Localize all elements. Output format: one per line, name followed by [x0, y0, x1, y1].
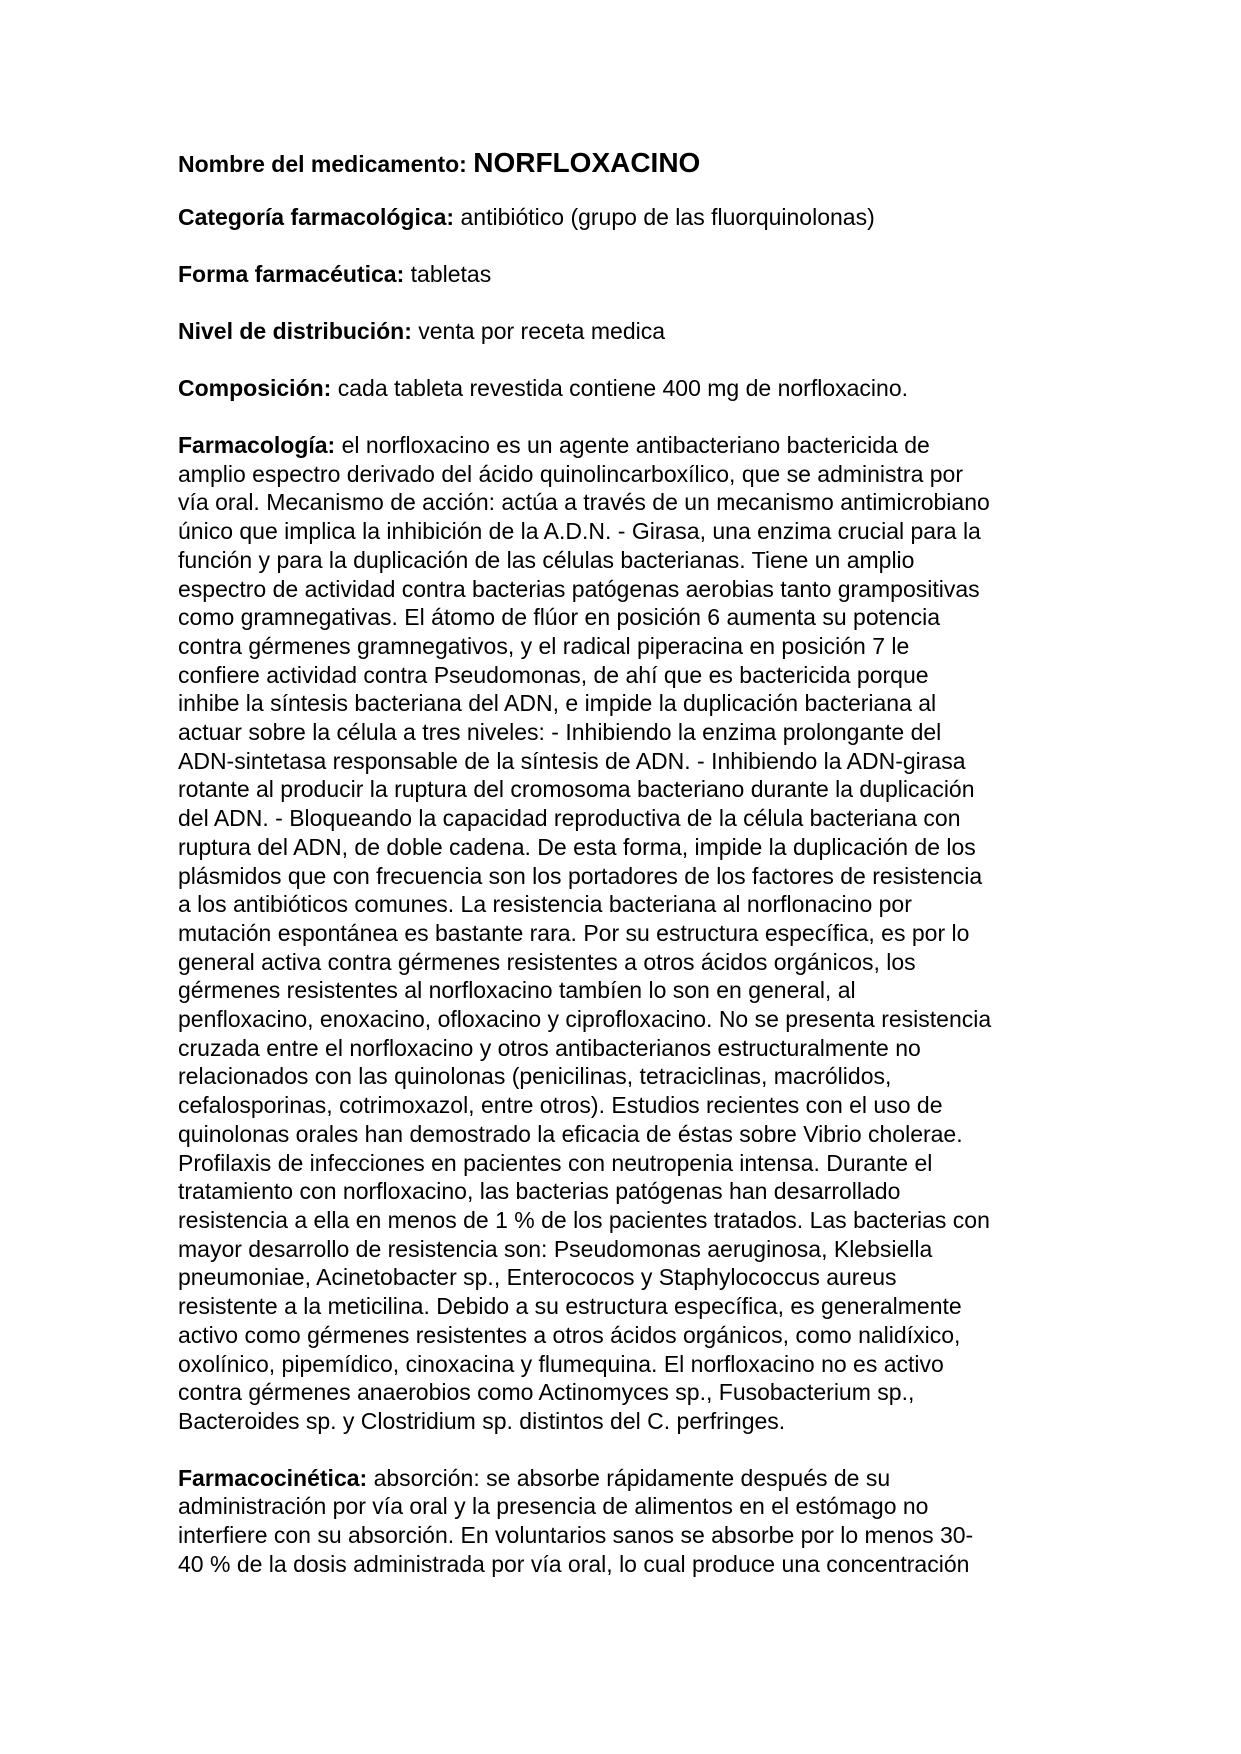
text-line: pneumoniae, Acinetobacter sp., Enterococos y Staphylococcus aureus	[178, 1264, 897, 1291]
text-line: a los antibióticos comunes. La resistencia bacteriana al norflonacino por	[178, 891, 912, 918]
text-line: relacionados con las quinolonas (penicilinas, tetraciclinas, macrólidos,	[178, 1063, 892, 1090]
text-line: cefalosporinas, cotrimoxazol, entre otros). Estudios recientes con el uso de	[178, 1092, 943, 1119]
field-value: venta por receta medica	[418, 318, 666, 344]
text-line: administración por vía oral y la presencia de alimentos en el estómago no	[178, 1493, 929, 1520]
text-line: inhibe la síntesis bacteriana del ADN, e impide la duplicación bacteriana al	[178, 690, 937, 717]
text-line: ADN-sintetasa responsable de la síntesis de ADN. - Inhibiendo la ADN-girasa	[178, 747, 966, 774]
text-line: rotante al producir la ruptura del cromosoma bacteriano durante la duplicación	[178, 776, 975, 803]
text-line: oxolínico, pipemídico, cinoxacina y flumequina. El norfloxacino no es activo	[178, 1350, 944, 1377]
text-line: contra gérmenes gramnegativos, y el radical piperacina en posición 7 le	[178, 632, 910, 659]
field-label: Composición:	[178, 375, 332, 401]
field-composicion	[178, 374, 1078, 403]
text-line: como gramnegativas. El átomo de flúor en posición 6 aumenta su potencia	[178, 604, 940, 631]
section-label: Farmacocinética:	[178, 1464, 368, 1491]
text-line: único que implica la inhibición de la A.D.N. - Girasa, una enzima crucial para la	[178, 518, 981, 545]
text-line: contra gérmenes anaerobios como Actinomyces sp., Fusobacterium sp.,	[178, 1379, 915, 1406]
field-nivel	[178, 317, 1078, 346]
text-line: vía oral. Mecanismo de acción: actúa a través de un mecanismo antimicrobiano	[178, 489, 990, 516]
text-line: gérmenes resistentes al norfloxacino tambíen lo son en general, al	[178, 977, 856, 1004]
drug-name-heading	[178, 148, 1078, 179]
text-line: espectro de actividad contra bacterias patógenas aerobias tanto grampositivas	[178, 575, 980, 602]
text-line: actuar sobre la célula a tres niveles: - Inhibiendo la enzima prolongante del	[178, 719, 942, 746]
text-line: quinolonas orales han demostrado la eficacia de éstas sobre Vibrio cholerae.	[178, 1120, 963, 1147]
section-label: Farmacología:	[178, 432, 336, 458]
field-label: Nivel de distribución:	[178, 318, 412, 344]
drug-name-value: NORFLOXACINO	[473, 147, 701, 178]
farmacologia-section	[178, 431, 1078, 1436]
text-line: del ADN. - Bloqueando la capacidad reproductiva de la célula bacteriana con	[178, 805, 961, 832]
text-line: amplio espectro derivado del ácido quinolincarboxílico, que se administra por	[178, 460, 963, 487]
text-line: mutación espontánea es bastante rara. Por su estructura específica, es por lo	[178, 919, 970, 946]
text-line: general activa contra gérmenes resistentes a otros ácidos orgánicos, los	[178, 948, 916, 975]
field-value: cada tableta revestida contiene 400 mg de norfloxacino.	[337, 375, 908, 401]
text-line: resistencia a ella en menos de 1 % de los pacientes tratados. Las bacterias con	[178, 1206, 990, 1233]
text-line-content: absorción: se absorbe rápidamente después de su	[373, 1464, 891, 1491]
field-label: Categoría farmacológica:	[178, 204, 455, 230]
text-line: mayor desarrollo de resistencia son: Pseudomonas aeruginosa, Klebsiella	[178, 1235, 933, 1262]
drug-name-label: Nombre del medicamento:	[178, 151, 467, 177]
text-line-content: el norfloxacino es un agente antibacteriano bactericida de	[341, 432, 930, 458]
field-value: antibiótico (grupo de las fluorquinolonas)	[460, 204, 875, 230]
field-value: tabletas	[410, 261, 492, 287]
text-line: tratamiento con norfloxacino, las bacterias patógenas han desarrollado	[178, 1178, 901, 1205]
text-line: activo como gérmenes resistentes a otros ácidos orgánicos, como nalidíxico,	[178, 1321, 961, 1348]
text-line: interfiere con su absorción. En voluntarios sanos se absorbe por lo menos 30-	[178, 1522, 974, 1549]
text-line: ruptura del ADN, de doble cadena. De esta forma, impide la duplicación de los	[178, 833, 976, 860]
text-line	[178, 431, 1078, 460]
field-forma	[178, 260, 1078, 289]
field-label: Forma farmacéutica:	[178, 261, 405, 287]
document-page	[178, 148, 1078, 1606]
text-line: confiere actividad contra Pseudomonas, de ahí que es bactericida porque	[178, 661, 929, 688]
text-line: penfloxacino, enoxacino, ofloxacino y ciprofloxacino. No se presenta resistencia	[178, 1006, 992, 1033]
text-line: cruzada entre el norfloxacino y otros antibacterianos estructuralmente no	[178, 1034, 921, 1061]
text-line: 40 % de la dosis administrada por vía oral, lo cual produce una concentración	[178, 1550, 970, 1577]
text-line: resistente a la meticilina. Debido a su estructura específica, es generalmente	[178, 1293, 962, 1320]
text-line: plásmidos que con frecuencia son los portadores de los factores de resistencia	[178, 862, 983, 889]
field-categoria	[178, 203, 1078, 232]
farmacocinetica-section	[178, 1464, 1078, 1579]
text-line: Bacteroides sp. y Clostridium sp. distintos del C. perfringes.	[178, 1407, 786, 1434]
text-line: Profilaxis de infecciones en pacientes con neutropenia intensa. Durante el	[178, 1149, 933, 1176]
text-line	[178, 1464, 1078, 1493]
text-line: función y para la duplicación de las células bacterianas. Tiene un amplio	[178, 546, 915, 573]
